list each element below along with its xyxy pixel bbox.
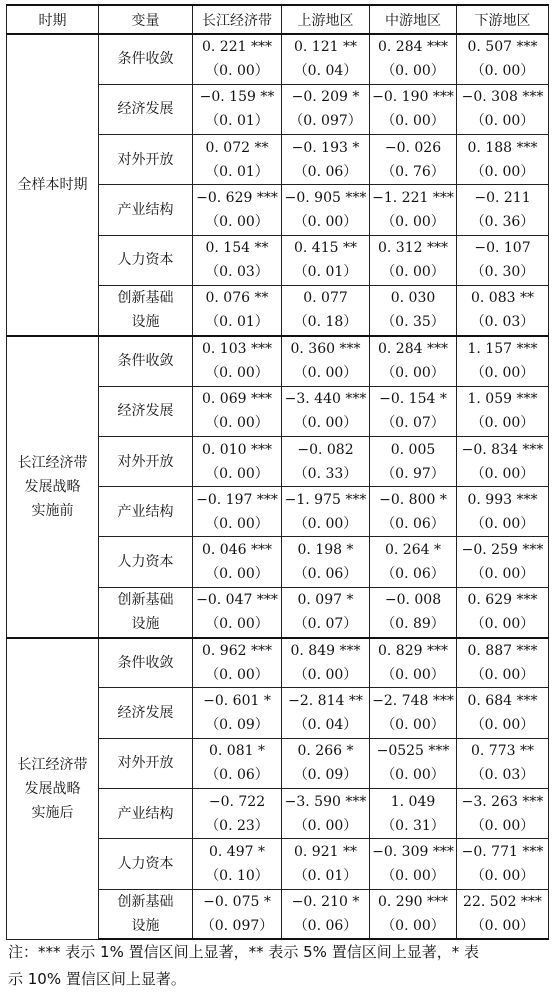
coefficient: 0. 284 *** [378, 341, 448, 358]
table-cell [282, 84, 370, 134]
table-cell [370, 135, 457, 185]
table-cell [370, 436, 457, 486]
period-label-line: 发展战略 [24, 780, 81, 797]
coefficient: −0. 834 *** [461, 441, 544, 458]
table-cell [457, 185, 549, 235]
p-value: （0. 09） [205, 717, 269, 733]
table-cell [370, 688, 457, 738]
table-cell [282, 688, 370, 738]
table-footnote [8, 939, 548, 993]
coefficient: 0. 198 * [297, 542, 354, 559]
coefficient: 1. 049 [390, 793, 436, 810]
coefficient: 0. 684 *** [467, 693, 538, 709]
p-value: （0. 00） [381, 767, 445, 784]
coefficient: −0. 601 * [203, 693, 271, 709]
coefficient: −0. 209 * [291, 89, 360, 106]
table-cell [370, 738, 457, 788]
period-label-line: 全样本时期 [17, 176, 88, 193]
header-downstream: 下游地区 [457, 5, 549, 34]
coefficient: −0. 722 [208, 793, 266, 810]
p-value: （0. 00） [293, 666, 358, 683]
table-cell [282, 638, 370, 688]
coefficient: 0. 121 ** [294, 39, 357, 56]
p-value: （0. 30） [470, 264, 535, 281]
coefficient: 0. 921 ** [294, 843, 357, 860]
table-cell [282, 537, 370, 587]
p-value: （0. 00） [470, 666, 535, 683]
p-value: （0. 00） [205, 365, 269, 382]
p-value: （0. 097） [200, 917, 274, 934]
p-value: （0. 04） [293, 717, 358, 733]
coefficient: 0. 962 *** [202, 642, 272, 659]
variable-label-line: 创新基础 [117, 893, 174, 910]
table-cell [457, 34, 549, 84]
coefficient: 0. 221 *** [202, 39, 272, 56]
table-row [7, 34, 549, 84]
table-cell [282, 336, 370, 386]
table-cell [370, 889, 457, 939]
period-label [7, 34, 99, 336]
footnote-line: 注：*** 表示 1% 置信区间上显著，** 表示 5% 置信区间上显著，* 表 [8, 943, 479, 961]
variable-label-line: 创新基础 [117, 592, 174, 609]
coefficient: 22. 502 *** [463, 893, 542, 910]
table-cell [457, 537, 549, 587]
table-cell [193, 537, 282, 587]
table-cell [193, 336, 282, 386]
table-cell [193, 436, 282, 486]
table-cell [370, 235, 457, 285]
coefficient: −0. 259 *** [461, 542, 544, 559]
coefficient: −0. 629 *** [196, 190, 278, 207]
p-value: （0. 00） [205, 63, 269, 80]
coefficient: −0. 308 *** [461, 89, 544, 106]
coefficient: −1. 975 *** [284, 491, 367, 508]
p-value: （0. 00） [470, 616, 535, 633]
table-cell [457, 285, 549, 335]
table-cell [282, 34, 370, 84]
p-value: （0. 00） [470, 63, 535, 80]
coefficient: 0. 264 * [385, 542, 441, 559]
coefficient: −3. 440 *** [284, 391, 367, 408]
table-cell [457, 688, 549, 738]
variable-label-line: 人力资本 [117, 554, 174, 571]
header-row [7, 5, 549, 34]
table-cell [370, 788, 457, 838]
variable-label [99, 436, 193, 486]
period-label [7, 336, 99, 638]
coefficient: 0. 081 * [209, 743, 265, 760]
variable-label [99, 788, 193, 838]
variable-label-line: 经济发展 [117, 403, 174, 420]
coefficient: −0. 211 [474, 190, 531, 207]
coefficient: 0. 629 *** [467, 592, 538, 609]
p-value: （0. 00） [293, 214, 358, 231]
coefficient: 0. 266 * [297, 743, 354, 760]
p-value: （0. 01） [205, 163, 269, 180]
p-value: （0. 06） [381, 515, 445, 532]
variable-label [99, 84, 193, 134]
p-value: （0. 01） [293, 867, 358, 884]
table-cell [457, 839, 549, 889]
p-value: （0. 00） [470, 717, 535, 733]
p-value: （0. 00） [470, 917, 535, 934]
p-value: （0. 07） [293, 616, 358, 633]
p-value: （0. 97） [381, 465, 445, 482]
p-value: （0. 31） [381, 817, 445, 834]
coefficient: −0. 082 [297, 441, 354, 458]
coefficient: −3. 263 *** [461, 793, 544, 810]
table-cell [370, 487, 457, 537]
table-cell [193, 386, 282, 436]
p-value: （0. 00） [293, 515, 358, 532]
period-label-line: 发展战略 [24, 478, 81, 495]
p-value: （0. 06） [293, 917, 358, 934]
p-value: （0. 04） [293, 63, 358, 80]
coefficient: 0. 993 *** [467, 491, 538, 508]
p-value: （0. 10） [205, 867, 269, 884]
coefficient: −0. 154 * [379, 391, 447, 408]
table-cell [370, 185, 457, 235]
p-value: （0. 01） [205, 314, 269, 331]
variable-label [99, 688, 193, 738]
p-value: （0. 33） [293, 465, 358, 482]
p-value: （0. 00） [470, 817, 535, 834]
coefficient: 0. 005 [390, 441, 436, 458]
coefficient: 0. 188 *** [467, 139, 538, 156]
p-value: （0. 03） [470, 767, 535, 784]
header-upstream: 上游地区 [282, 5, 370, 34]
coefficient: 0. 030 [390, 290, 436, 307]
p-value: （0. 00） [470, 566, 535, 583]
p-value: （0. 00） [470, 163, 535, 180]
coefficient: −0. 210 * [291, 893, 360, 910]
coefficient: 0. 849 *** [290, 642, 361, 659]
variable-label [99, 336, 193, 386]
header-variable: 变量 [99, 5, 193, 34]
table-cell [282, 436, 370, 486]
variable-label-line: 人力资本 [117, 252, 174, 269]
coefficient: −3. 590 *** [284, 793, 367, 810]
table-cell [457, 587, 549, 637]
coefficient: 0. 083 ** [471, 290, 534, 307]
table-row [7, 336, 549, 386]
variable-label [99, 235, 193, 285]
table-cell [457, 436, 549, 486]
p-value: （0. 23） [205, 817, 269, 834]
variable-label-line: 条件收敛 [117, 654, 174, 671]
coefficient: 0. 507 *** [467, 39, 538, 56]
table-cell [193, 638, 282, 688]
p-value: （0. 00） [293, 817, 358, 834]
p-value: （0. 00） [205, 566, 269, 583]
variable-label [99, 587, 193, 637]
coefficient: 0. 415 ** [294, 240, 357, 257]
coefficient: 0. 046 *** [202, 542, 272, 559]
variable-label-line: 对外开放 [117, 151, 174, 168]
table-cell [193, 738, 282, 788]
variable-label-line: 人力资本 [117, 855, 174, 872]
table-row [7, 638, 549, 688]
table-cell [282, 587, 370, 637]
table-cell [193, 889, 282, 939]
period-label-line: 实施后 [31, 804, 74, 821]
table-cell [282, 185, 370, 235]
coefficient: −2. 814 ** [288, 693, 363, 709]
table-cell [370, 638, 457, 688]
table-cell [370, 386, 457, 436]
coefficient: 0. 284 *** [378, 39, 448, 56]
p-value: （0. 097） [289, 113, 362, 130]
table-cell [370, 285, 457, 335]
p-value: （0. 06） [205, 767, 269, 784]
table-cell [370, 839, 457, 889]
table-cell [457, 84, 549, 134]
header-period: 时期 [7, 5, 99, 34]
coefficient: 1. 059 *** [467, 391, 538, 408]
table-cell [282, 788, 370, 838]
p-value: （0. 00） [205, 666, 269, 683]
table-cell [193, 788, 282, 838]
header-midstream: 中游地区 [370, 5, 457, 34]
coefficient: −0. 107 [474, 240, 531, 257]
variable-label-line: 对外开放 [117, 755, 174, 772]
table-cell [282, 738, 370, 788]
table-cell [457, 336, 549, 386]
p-value: （0. 00） [381, 113, 445, 130]
coefficient: −0. 190 *** [372, 89, 454, 106]
coefficient: −0. 193 * [291, 139, 360, 156]
p-value: （0. 01） [205, 113, 269, 130]
period-label-line: 长江经济带 [17, 454, 88, 471]
p-value: （0. 89） [381, 616, 445, 633]
variable-label-line: 产业结构 [117, 503, 174, 520]
period-label [7, 638, 99, 940]
variable-label [99, 537, 193, 587]
coefficient: −1. 221 *** [372, 190, 454, 207]
p-value: （0. 00） [205, 515, 269, 532]
table-cell [282, 487, 370, 537]
coefficient: 0. 154 ** [205, 240, 269, 257]
table-cell [193, 135, 282, 185]
table-cell [457, 738, 549, 788]
coefficient: 0. 076 ** [205, 290, 269, 307]
variable-label-line: 设施 [131, 616, 160, 633]
table-cell [282, 285, 370, 335]
variable-label-line: 经济发展 [117, 101, 174, 118]
variable-label [99, 34, 193, 84]
variable-label-line: 条件收敛 [117, 353, 174, 370]
variable-label [99, 135, 193, 185]
p-value: （0. 00） [470, 415, 535, 432]
p-value: （0. 00） [293, 415, 358, 432]
coefficient: 0. 290 *** [378, 893, 448, 910]
coefficient: −2. 748 *** [372, 693, 454, 709]
table-cell [457, 788, 549, 838]
coefficient: 0. 010 *** [202, 441, 272, 458]
table-cell [193, 34, 282, 84]
p-value: （0. 09） [293, 767, 358, 784]
coefficient: 0. 887 *** [467, 642, 538, 659]
p-value: （0. 18） [293, 314, 358, 331]
variable-label [99, 638, 193, 688]
coefficient: −0. 905 *** [284, 190, 367, 207]
coefficient: 0. 360 *** [290, 341, 361, 358]
table-cell [282, 235, 370, 285]
p-value: （0. 00） [205, 415, 269, 432]
table-body [7, 34, 549, 939]
table-cell [457, 889, 549, 939]
p-value: （0. 07） [381, 415, 445, 432]
header-yangtze-belt: 长江经济带 [193, 5, 282, 34]
table-cell [370, 587, 457, 637]
variable-label [99, 839, 193, 889]
footnote-line: 示 10% 置信区间上显著。 [8, 970, 186, 988]
variable-label [99, 285, 193, 335]
table-cell [282, 386, 370, 436]
p-value: （0. 01） [293, 264, 358, 281]
table-cell [193, 185, 282, 235]
coefficient: 0. 103 *** [202, 341, 272, 358]
table-cell [370, 84, 457, 134]
p-value: （0. 00） [470, 365, 535, 382]
period-label-line: 长江经济带 [17, 756, 88, 773]
variable-label [99, 487, 193, 537]
coefficient: −0. 309 *** [372, 843, 454, 860]
table-cell [370, 537, 457, 587]
coefficient: −0. 197 *** [196, 491, 278, 508]
coefficient: 0. 069 *** [202, 391, 272, 408]
coefficient: 0. 773 ** [471, 743, 534, 760]
variable-label-line: 创新基础 [117, 290, 174, 307]
table-cell [193, 285, 282, 335]
p-value: （0. 00） [205, 214, 269, 231]
coefficient: 0. 097 * [297, 592, 354, 609]
coefficient: −0525 *** [376, 743, 450, 760]
p-value: （0. 76） [381, 163, 445, 180]
p-value: （0. 06） [293, 566, 358, 583]
table-cell [282, 889, 370, 939]
table-cell [193, 688, 282, 738]
p-value: （0. 00） [470, 515, 535, 532]
coefficient: −0. 771 *** [461, 843, 544, 860]
table-cell [282, 839, 370, 889]
p-value: （0. 00） [381, 214, 445, 231]
coefficient: −0. 008 [384, 592, 442, 609]
p-value: （0. 00） [381, 666, 445, 683]
p-value: （0. 00） [470, 465, 535, 482]
p-value: （0. 00） [381, 717, 445, 733]
p-value: （0. 06） [293, 163, 358, 180]
variable-label-line: 条件收敛 [117, 51, 174, 68]
p-value: （0. 00） [293, 365, 358, 382]
p-value: （0. 00） [381, 867, 445, 884]
table-cell [370, 336, 457, 386]
variable-label [99, 738, 193, 788]
table-cell [282, 135, 370, 185]
p-value: （0. 00） [205, 465, 269, 482]
coefficient: −0. 047 *** [196, 592, 278, 609]
coefficient: −0. 800 * [379, 491, 447, 508]
p-value: （0. 00） [381, 917, 445, 934]
variable-label-line: 对外开放 [117, 453, 174, 470]
p-value: （0. 00） [381, 63, 445, 80]
variable-label [99, 386, 193, 436]
period-label-line: 实施前 [31, 502, 74, 519]
p-value: （0. 36） [470, 214, 535, 231]
table-cell [193, 84, 282, 134]
coefficient: 0. 077 [303, 290, 348, 307]
variable-label [99, 889, 193, 939]
table-cell [370, 34, 457, 84]
p-value: （0. 00） [381, 264, 445, 281]
table-cell [193, 487, 282, 537]
coefficient: −0. 026 [384, 139, 442, 156]
coefficient: 0. 497 * [209, 843, 265, 860]
variable-label-line: 设施 [131, 917, 160, 934]
table-header [7, 5, 549, 34]
variable-label-line: 产业结构 [117, 202, 174, 219]
p-value: （0. 00） [205, 616, 269, 633]
table-cell [457, 235, 549, 285]
p-value: （0. 00） [470, 113, 535, 130]
variable-label-line: 经济发展 [117, 705, 174, 721]
coefficient: −0. 075 * [203, 893, 271, 910]
table-cell [457, 487, 549, 537]
p-value: （0. 00） [381, 365, 445, 382]
variable-label [99, 185, 193, 235]
table-cell [457, 638, 549, 688]
coefficient: 1. 157 *** [467, 341, 538, 358]
table-cell [193, 235, 282, 285]
p-value: （0. 03） [205, 264, 269, 281]
p-value: （0. 06） [381, 566, 445, 583]
table-cell [457, 135, 549, 185]
p-value: （0. 35） [381, 314, 445, 331]
coefficient: 0. 072 ** [205, 139, 269, 156]
table-cell [193, 839, 282, 889]
table-cell [193, 587, 282, 637]
coefficient: 0. 829 *** [378, 642, 448, 659]
table-cell [457, 386, 549, 436]
regression-results-table [6, 4, 549, 940]
p-value: （0. 00） [470, 867, 535, 884]
p-value: （0. 03） [470, 314, 535, 331]
coefficient: −0. 159 ** [199, 89, 275, 106]
variable-label-line: 设施 [131, 314, 160, 331]
coefficient: 0. 312 *** [378, 240, 448, 257]
variable-label-line: 产业结构 [117, 805, 174, 822]
